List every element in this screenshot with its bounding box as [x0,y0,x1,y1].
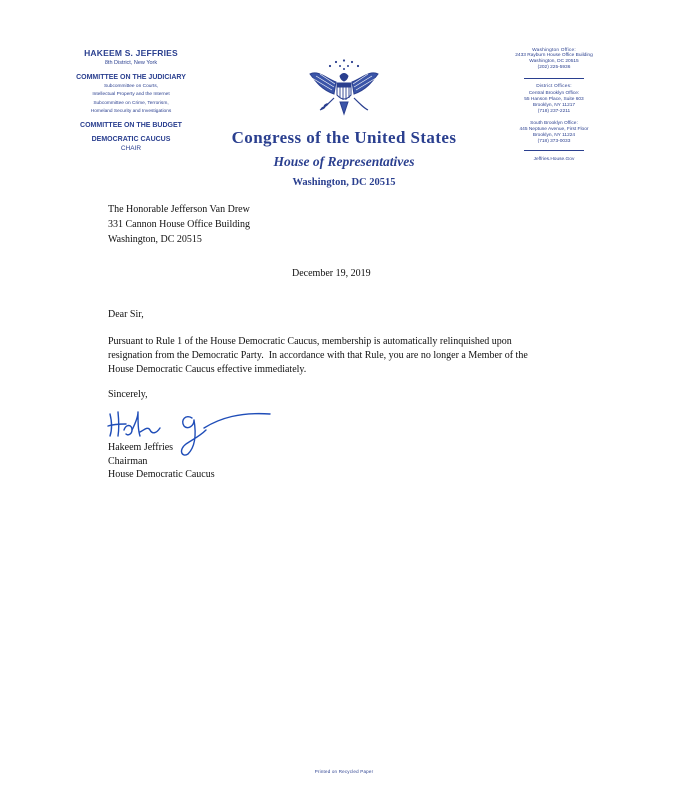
dc-office-line2: Washington, DC 20515 [529,59,579,64]
subcommittee-courts-line2: Intellectual Property and the Internet [92,92,170,97]
letter-date: December 19, 2019 [292,268,371,279]
signer-title: Chairman [108,455,148,467]
subcommittee-courts: Subcommittee on Courts, [103,84,159,89]
signer-block [108,441,215,482]
letterhead-divider-2 [524,150,584,151]
member-district: 8th District, New York [104,60,158,66]
recipient-address-line2: 331 Cannon House Office Building [108,219,251,230]
recipient-address [108,202,250,247]
caucus-name: DEMOCRATIC CAUCUS [91,136,171,143]
south-brooklyn-line2: Brooklyn, NY 11224 [532,133,576,138]
central-brooklyn-header: Central Brooklyn Office: [528,91,580,96]
dc-office-header: Washington Office: [532,48,576,53]
congress-title: Congress of the United States [231,128,457,147]
body-line-2: resignation from the Democratic Party. In accordance with that Rule, you are no longer a Member of the [108,350,528,361]
dc-office-line1: 2433 Rayburn House Office Building [515,53,593,58]
south-brooklyn-line1: 445 Neptune Avenue, First Floor [519,127,589,132]
letterhead-right [484,48,624,162]
body-line-3: House Democratic Caucus effective immediately. [108,364,307,375]
recipient-name: The Honorable Jefferson Van Drew [108,204,250,215]
subcommittee-crime-line2: Homeland Security and Investigations [90,109,172,114]
member-name: HAKEEM S. JEFFRIES [84,48,178,58]
south-brooklyn-header: South Brooklyn Office: [530,121,578,126]
central-brooklyn-phone: (718) 237-2211 [537,109,571,114]
signer-name: Hakeem Jeffries [108,442,174,453]
closing: Sincerely, [108,389,148,400]
house-title: House of Representatives [273,154,415,169]
eagle-seal-icon [296,56,392,126]
salutation: Dear Sir, [108,309,144,320]
subcommittee-crime: Subcommittee on Crime, Terrorism, [93,101,169,106]
district-offices-header: District Offices: [536,84,572,89]
committee-budget: COMMITTEE ON THE BUDGET [80,122,182,129]
letterhead-title [184,128,504,188]
location-title: Washington, DC 20515 [292,177,396,188]
body-line-1: Pursuant to Rule 1 of the House Democratic Caucus, membership is automatically relinquished upon [108,336,512,347]
recipient-address-line3: Washington, DC 20515 [108,234,202,245]
website: Jeffries.House.Gov [533,157,575,162]
signer-organization: House Democratic Caucus [108,469,215,480]
letterhead-divider [524,78,584,79]
committee-judiciary: COMMITTEE ON THE JUDICIARY [76,74,186,81]
letter-body [108,335,598,377]
dc-office-phone: (202) 225-5936 [537,65,571,70]
central-brooklyn-line1: 55 Hanson Place, Suite 603 [524,97,584,102]
recycled-paper-note: Printed on Recycled Paper [314,769,374,774]
caucus-chair: CHAIR [120,145,142,152]
central-brooklyn-line2: Brooklyn, NY 11217 [532,103,576,108]
south-brooklyn-phone: (718) 373-0033 [537,139,571,144]
